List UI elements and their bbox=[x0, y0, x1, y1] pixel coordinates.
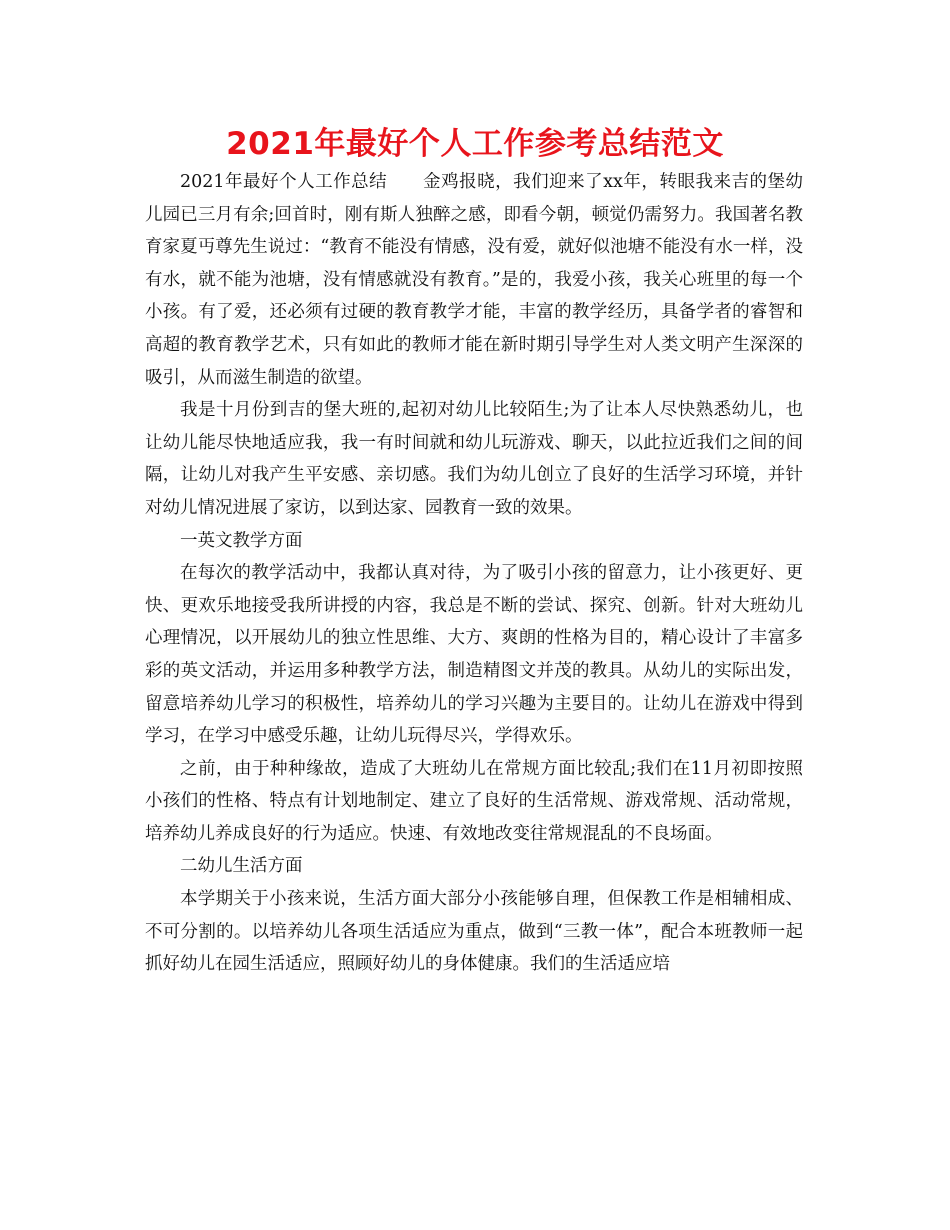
paragraph-english-teaching: 在每次的教学活动中，我都认真对待，为了吸引小孩的留意力，让小孩更好、更快、更欢乐地接受我所讲授的内容，我总是不断的尝试、探究、创新。针对大班幼儿心理情况，以开展幼儿的独立性思维、大方、爽朗的性格为目的，精心设计了丰富多彩的英文活动，并运用多种教学方法，制造精图文并茂的教具。从幼儿的实际出发，留意培养幼儿学习的积极性，培养幼儿的学习兴趣为主要目的。让幼儿在游戏中得到学习，在学习中感受乐趣，让幼儿玩得尽兴，学得欢乐。 bbox=[145, 563, 803, 747]
document-title: 2021年最好个人工作参考总结范文 bbox=[226, 126, 724, 162]
paragraph-intro: 2021年最好个人工作总结 金鸡报晓，我们迎来了xx年，转眼我来吉的堡幼儿园已三月有余;回首时，刚有斯人独醉之感，即看今朝，顿觉仍需努力。我国著名教育家夏丏尊先生说过：“教育不能没有情感，没有爱，就好似池塘不能没有水一样，没有水，就不能为池塘，没有情感就没有教育。”是的，我爱小孩，我关心班里的每一个小孩。有了爱，还必须有过硬的教育教学才能，丰富的教学经历，具备学者的睿智和高超的教育教学艺术，只有如此的教师才能在新时期引导学生对人类文明产生深深的吸引，从而滋生制造的欲望。 bbox=[145, 172, 803, 388]
section-heading-daily-life: 二幼儿生活方面 bbox=[180, 856, 303, 877]
section-heading-english-teaching: 一英文教学方面 bbox=[180, 530, 303, 551]
paragraph-arrival: 我是十月份到吉的堡大班的,起初对幼儿比较陌生;为了让本人尽快熟悉幼儿，也让幼儿能尽快地适应我，我一有时间就和幼儿玩游戏、聊天，以此拉近我们之间的间隔，让幼儿对我产生平安感、亲切感。我们为幼儿创立了良好的生活学习环境，并针对幼儿情况进展了家访，以到达家、园教育一致的效果。 bbox=[145, 400, 803, 518]
document-body bbox=[145, 166, 803, 981]
paragraph-routine: 之前，由于种种缘故，造成了大班幼儿在常规方面比较乱;我们在11月初即按照小孩们的性格、特点有计划地制定、建立了良好的生活常规、游戏常规、活动常规，培养幼儿养成良好的行为适应。快速、有效地改变往常规混乱的不良场面。 bbox=[145, 758, 803, 844]
paragraph-daily-life: 本学期关于小孩来说，生活方面大部分小孩能够自理，但保教工作是相辅相成、不可分割的。以培养幼儿各项生活适应为重点，做到“三教一体”，配合本班教师一起抓好幼儿在园生活适应，照顾好幼儿的身体健康。我们的生活适应培 bbox=[145, 889, 803, 975]
